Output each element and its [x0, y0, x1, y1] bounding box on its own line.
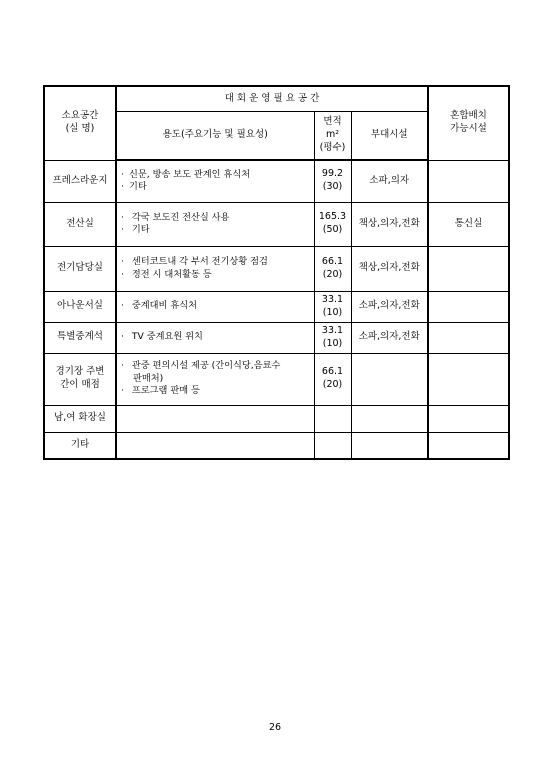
- area-cell: 33.1 (10): [314, 291, 351, 322]
- bullet-icon: ·: [121, 181, 124, 193]
- area-cell: [314, 432, 351, 459]
- bullet-icon: ·: [121, 168, 124, 180]
- space-name-cell: 기타: [44, 432, 116, 459]
- use-cell: · 관중 편의시설 제공 (간이식당,음료수 판매처) · 프로그램 판매 등: [116, 353, 314, 405]
- use-cell: · 센터코트내 각 부서 전기상황 점검 · 정전 시 대처활동 등: [116, 246, 314, 291]
- header-space-name: 소요공간 (실 명): [44, 86, 116, 160]
- space-name-cell: 전기담당실: [44, 246, 116, 291]
- use-cell: · 신문, 방송 보도 관계인 휴식처 · 기타: [116, 160, 314, 202]
- table-row: [44, 405, 509, 432]
- mixed-cell: [428, 353, 509, 405]
- use-cell: [116, 432, 314, 459]
- page-number: 26: [268, 722, 282, 733]
- use-cell: [116, 405, 314, 432]
- mixed-cell: [428, 432, 509, 459]
- area-cell: 99.2 (30): [314, 160, 351, 202]
- table-row: [44, 160, 509, 202]
- header-use: 용도(주요기능 및 필요성): [116, 112, 314, 161]
- area-cell: 33.1 (10): [314, 322, 351, 353]
- header-facility: 부대시설: [351, 112, 428, 161]
- facility-cell: 소파,의자,전화: [351, 291, 428, 322]
- space-requirements-table: [43, 85, 510, 460]
- bullet-icon: ·: [121, 256, 124, 268]
- table-row: [44, 353, 509, 405]
- facility-cell: 책상,의자,전화: [351, 202, 428, 246]
- header-mixed-facility: 혼합배치 가능시설: [428, 86, 509, 160]
- use-cell: · 중계대비 휴식처: [116, 291, 314, 322]
- header-area: 면적 m² (평수): [314, 112, 351, 161]
- space-name-cell: 남,여 화장실: [44, 405, 116, 432]
- facility-cell: 책상,의자,전화: [351, 246, 428, 291]
- space-name-cell: 경기장 주변 간이 매점: [44, 353, 116, 405]
- area-cell: 165.3 (50): [314, 202, 351, 246]
- facility-cell: [351, 405, 428, 432]
- facility-cell: [351, 353, 428, 405]
- facility-cell: 소파,의자,전화: [351, 322, 428, 353]
- table-row: [44, 322, 509, 353]
- bullet-icon: ·: [121, 360, 124, 372]
- table-row: [44, 246, 509, 291]
- mixed-cell: 통신실: [428, 202, 509, 246]
- mixed-cell: [428, 291, 509, 322]
- table-row: [44, 291, 509, 322]
- area-cell: 66.1 (20): [314, 246, 351, 291]
- use-cell: · 각국 보도진 전산실 사용 · 기타: [116, 202, 314, 246]
- bullet-icon: ·: [121, 268, 124, 280]
- area-cell: [314, 405, 351, 432]
- bullet-icon: ·: [121, 300, 124, 312]
- mixed-cell: [428, 405, 509, 432]
- use-cell: · TV 중계요원 위치: [116, 322, 314, 353]
- bullet-icon: ·: [121, 331, 124, 343]
- mixed-cell: [428, 322, 509, 353]
- facility-cell: 소파,의자: [351, 160, 428, 202]
- bullet-icon: ·: [121, 385, 124, 397]
- mixed-cell: [428, 160, 509, 202]
- space-name-cell: 프레스라운지: [44, 160, 116, 202]
- space-name-cell: 전산실: [44, 202, 116, 246]
- table-row: [44, 432, 509, 459]
- facility-cell: [351, 432, 428, 459]
- mixed-cell: [428, 246, 509, 291]
- area-cell: 66.1 (20): [314, 353, 351, 405]
- table-row: [44, 202, 509, 246]
- bullet-icon: ·: [121, 211, 124, 223]
- bullet-icon: ·: [121, 224, 124, 235]
- space-name-cell: 특별중계석: [44, 322, 116, 353]
- header-group-title: 대 회 운 영 필 요 공 간: [116, 86, 428, 112]
- space-name-cell: 아나운서실: [44, 291, 116, 322]
- header-row-1: [44, 86, 509, 112]
